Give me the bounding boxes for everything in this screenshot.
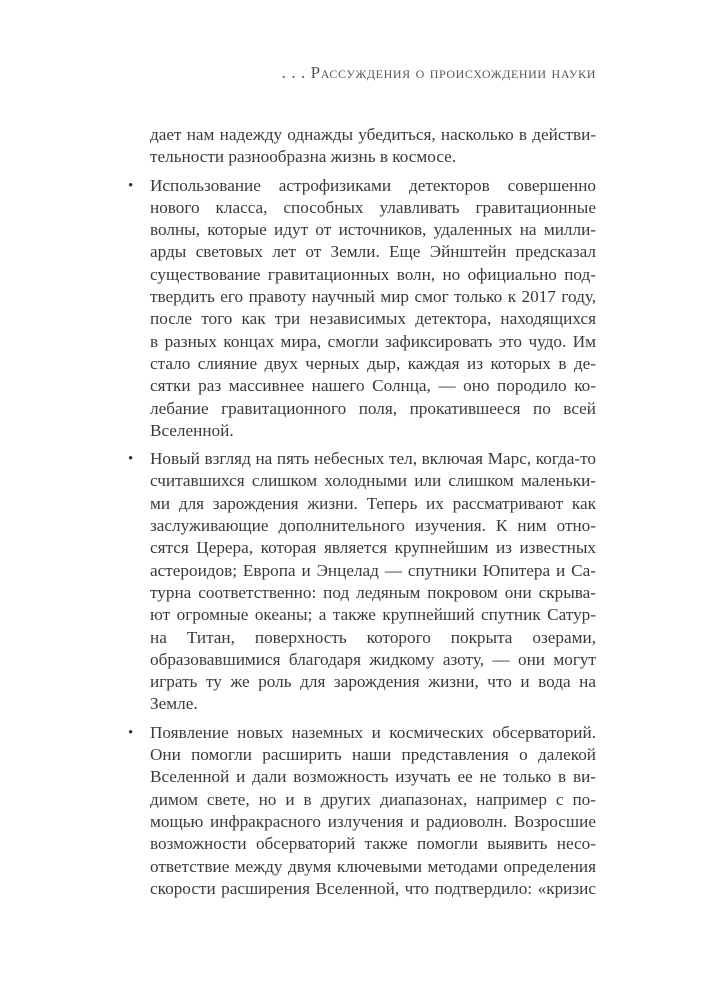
- text-line: сятся Церера, которая является крупнейшим из известных: [150, 538, 596, 558]
- text-line: в разных концах мира, смогли зафиксировать это чудо. Им: [150, 331, 596, 351]
- text-line: Вселенной и дали возможность изучать ее не только в ви-: [150, 767, 596, 787]
- text-line: заслуживающие дополнительного изучения. К ним отно-: [150, 516, 596, 536]
- text-line: ют огромные океаны; а также крупнейший спутник Сатур-: [150, 605, 596, 625]
- text-line: стало слияние двух черных дыр, каждая из которых в де-: [150, 353, 596, 373]
- text-line: после того как три независимых детектора, находящихся: [150, 309, 596, 329]
- text-line: на Титан, поверхность которого покрыта озерами,: [150, 627, 596, 647]
- text-line: мощью инфракрасного излучения и радиоволн. Возросшие: [150, 811, 596, 831]
- text-line: Они помогли расширить наши представления о далекой: [150, 745, 596, 765]
- text-line: лебание гравитационного поля, прокатившееся по всей: [150, 398, 596, 418]
- text-line: существование гравитационных волн, но официально под-: [150, 264, 596, 284]
- paragraph: [150, 124, 596, 169]
- running-header: . . . Рассуждения о происхождении науки: [281, 63, 596, 82]
- bullet-list-item: [128, 175, 596, 443]
- text-line: дает нам надежду однажды убедиться, насколько в действи-: [150, 125, 596, 144]
- text-line: арды световых лет от Земли. Еще Эйнштейн предсказал: [150, 242, 596, 262]
- text-line: играть ту же роль для зарождения жизни, что и вода на: [150, 672, 596, 692]
- text-line: нового класса, способных улавливать гравитационные: [150, 197, 596, 217]
- text-line: Использование астрофизиками детекторов совершенно: [150, 175, 596, 195]
- text-line: возможности обсерваторий также помогли выявить несо-: [150, 834, 596, 854]
- text-line: ответствие между двумя ключевыми методами определения: [150, 856, 596, 876]
- bullet-icon: •: [128, 724, 134, 741]
- bullet-list-item: [128, 722, 596, 900]
- bullet-list-item: [128, 448, 596, 716]
- text-line: Вселенной.: [150, 420, 234, 440]
- text-line: астероидов; Европа и Энцелад — спутники Юпитера и Са-: [150, 560, 596, 580]
- text-line: ми для зарождения жизни. Теперь их рассматривают как: [150, 493, 596, 513]
- text-line: волны, которые идут от источников, удаленных на милли-: [150, 220, 596, 240]
- text-line: образовавшимися благодаря жидкому азоту, — они могут: [150, 649, 596, 669]
- bullet-icon: •: [128, 177, 134, 194]
- text-line: считавшихся слишком холодными или слишком маленьки-: [150, 471, 596, 491]
- text-line: Новый взгляд на пять небесных тел, включая Марс, когда-то: [150, 449, 596, 469]
- text-line: твердить его правоту научный мир смог только к 2017 году,: [150, 287, 596, 307]
- text-line: скорости расширения Вселенной, что подтвердило: «кризис: [150, 878, 596, 898]
- page-body: [128, 124, 596, 906]
- text-line: сятки раз массивнее нашего Солнца, — оно породило ко-: [150, 376, 596, 396]
- text-line: димом свете, но и в других диапазонах, например с по-: [150, 789, 596, 809]
- bullet-icon: •: [128, 451, 134, 468]
- text-line: Земле.: [150, 694, 198, 714]
- text-line: тельности разнообразна жизнь в космосе.: [150, 147, 457, 167]
- text-line: Появление новых наземных и космических обсерваторий.: [150, 722, 596, 742]
- text-line: турна соответственно: под ледяным покровом они скрыва-: [150, 582, 596, 602]
